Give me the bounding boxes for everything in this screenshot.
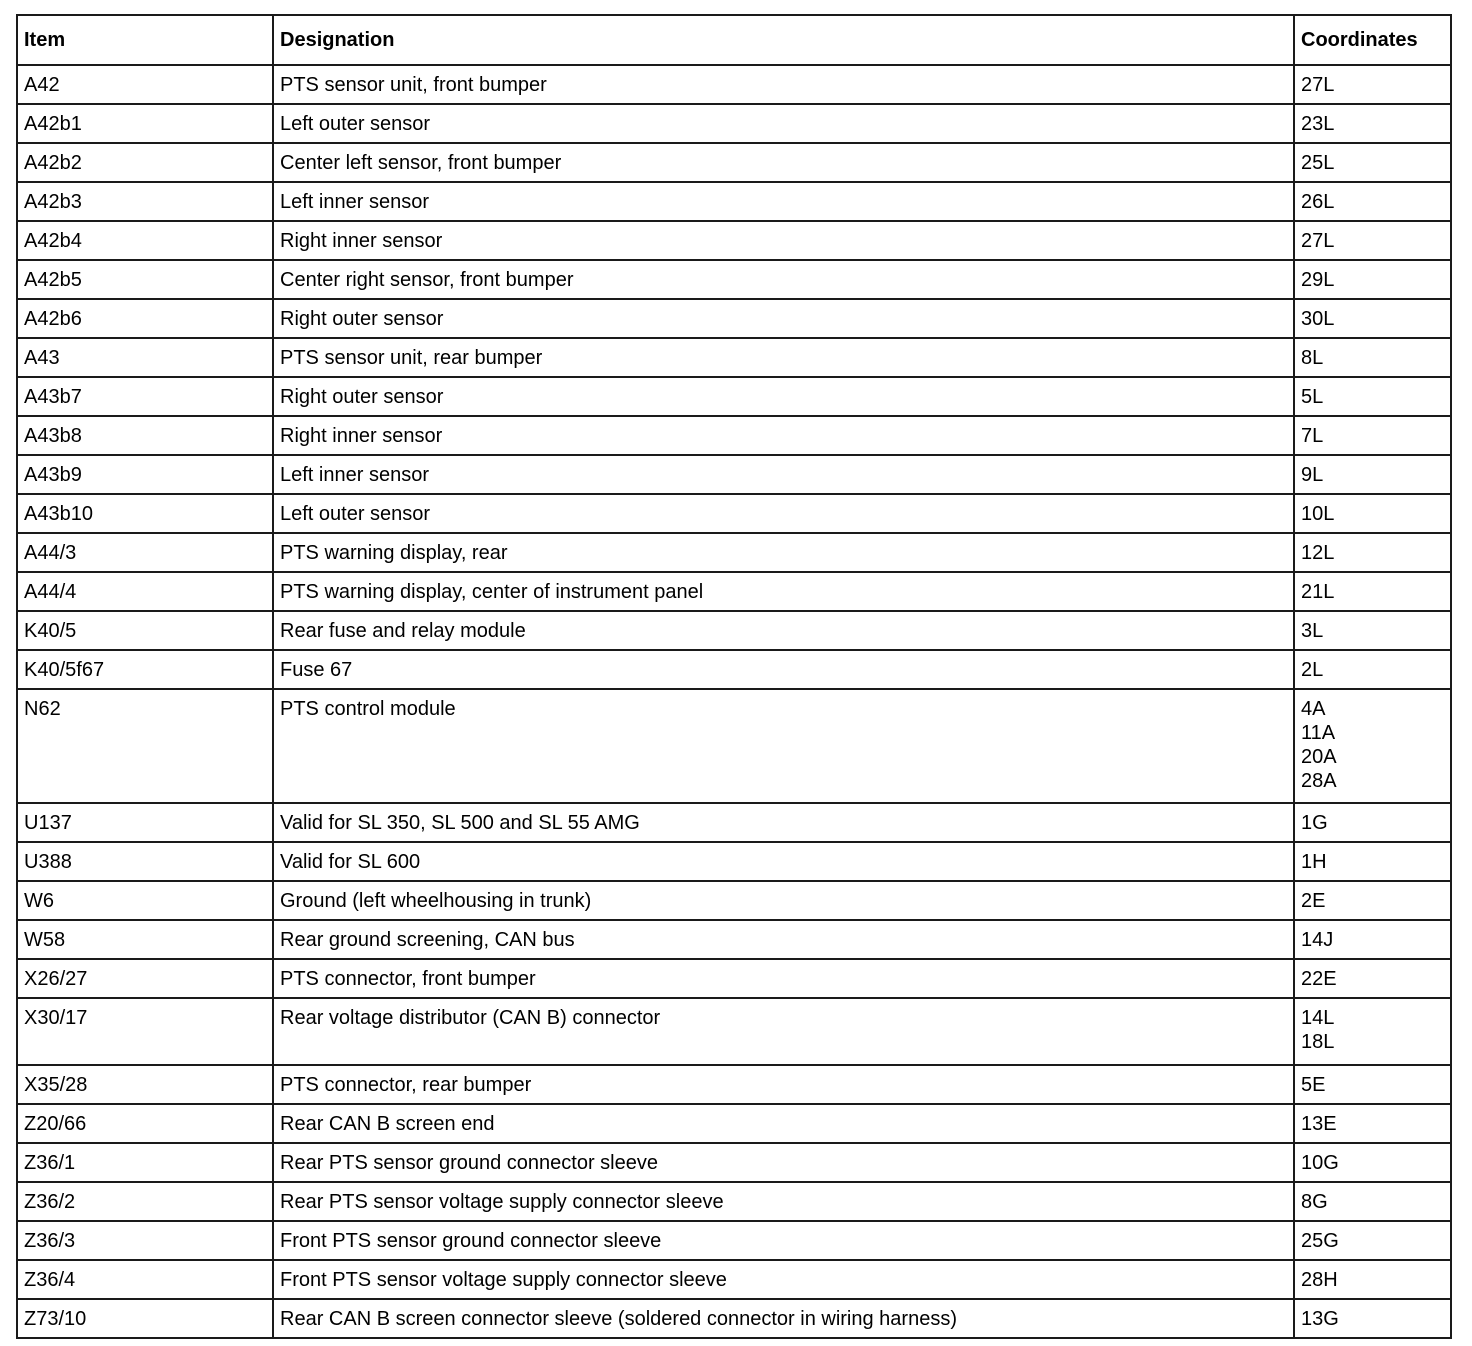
coordinate-value: 9L <box>1301 464 1324 486</box>
table-row <box>17 1104 1451 1143</box>
cell-designation: Valid for SL 350, SL 500 and SL 55 AMG <box>273 803 1294 842</box>
component-legend-table <box>16 14 1452 1339</box>
table-row <box>17 416 1451 455</box>
cell-designation: Right inner sensor <box>273 416 1294 455</box>
table-row <box>17 842 1451 881</box>
coordinate-value: 27L <box>1301 230 1335 252</box>
cell-designation: Front PTS sensor voltage supply connector sleeve <box>273 1260 1294 1299</box>
cell-coordinates <box>1294 65 1451 104</box>
coordinate-value: 20A <box>1301 746 1337 768</box>
coordinate-value: 26L <box>1301 191 1335 213</box>
cell-item: Z36/4 <box>17 1260 273 1299</box>
cell-designation: Rear CAN B screen end <box>273 1104 1294 1143</box>
cell-item: A43 <box>17 338 273 377</box>
cell-item: A43b7 <box>17 377 273 416</box>
cell-item: A42b5 <box>17 260 273 299</box>
table-body <box>17 65 1451 1338</box>
cell-coordinates <box>1294 221 1451 260</box>
cell-designation: PTS sensor unit, rear bumper <box>273 338 1294 377</box>
cell-designation: Center left sensor, front bumper <box>273 143 1294 182</box>
table-row <box>17 1182 1451 1221</box>
cell-coordinates <box>1294 842 1451 881</box>
cell-designation: Left inner sensor <box>273 182 1294 221</box>
cell-item: N62 <box>17 689 273 803</box>
table-row <box>17 299 1451 338</box>
cell-coordinates <box>1294 803 1451 842</box>
cell-designation: Right outer sensor <box>273 299 1294 338</box>
cell-coordinates <box>1294 182 1451 221</box>
cell-item: A42b4 <box>17 221 273 260</box>
coordinate-value: 1H <box>1301 851 1327 873</box>
table-row <box>17 1299 1451 1338</box>
table-row <box>17 650 1451 689</box>
cell-item: X26/27 <box>17 959 273 998</box>
coordinate-value: 4A <box>1301 698 1326 720</box>
cell-coordinates <box>1294 650 1451 689</box>
cell-item: A42b3 <box>17 182 273 221</box>
coordinate-value: 8L <box>1301 347 1324 369</box>
cell-coordinates <box>1294 1104 1451 1143</box>
cell-item: A42b2 <box>17 143 273 182</box>
cell-item: A43b10 <box>17 494 273 533</box>
cell-designation: Right inner sensor <box>273 221 1294 260</box>
cell-designation: Rear fuse and relay module <box>273 611 1294 650</box>
cell-coordinates <box>1294 920 1451 959</box>
cell-coordinates <box>1294 611 1451 650</box>
cell-coordinates <box>1294 143 1451 182</box>
coordinate-value: 11A <box>1301 722 1336 744</box>
cell-designation: Center right sensor, front bumper <box>273 260 1294 299</box>
table-row <box>17 920 1451 959</box>
table-row <box>17 182 1451 221</box>
cell-designation: Fuse 67 <box>273 650 1294 689</box>
table-row <box>17 377 1451 416</box>
cell-designation: Left outer sensor <box>273 104 1294 143</box>
coordinate-value: 1G <box>1301 812 1328 834</box>
cell-designation: Valid for SL 600 <box>273 842 1294 881</box>
cell-coordinates <box>1294 998 1451 1065</box>
cell-coordinates <box>1294 455 1451 494</box>
coordinate-value: 2L <box>1301 659 1324 681</box>
table-row <box>17 533 1451 572</box>
cell-coordinates <box>1294 260 1451 299</box>
cell-item: X35/28 <box>17 1065 273 1104</box>
coordinate-value: 3L <box>1301 620 1324 642</box>
table-header-row <box>17 15 1451 65</box>
coordinate-value: 8G <box>1301 1191 1328 1213</box>
cell-designation: Rear PTS sensor voltage supply connector sleeve <box>273 1182 1294 1221</box>
cell-coordinates <box>1294 338 1451 377</box>
cell-coordinates <box>1294 377 1451 416</box>
cell-designation: Rear PTS sensor ground connector sleeve <box>273 1143 1294 1182</box>
coordinate-value: 25L <box>1301 152 1335 174</box>
coordinate-value: 18L <box>1301 1031 1335 1053</box>
cell-item: U388 <box>17 842 273 881</box>
table-row <box>17 65 1451 104</box>
cell-item: Z73/10 <box>17 1299 273 1338</box>
cell-item: Z36/2 <box>17 1182 273 1221</box>
cell-item: K40/5 <box>17 611 273 650</box>
column-header-designation: Designation <box>273 15 1294 65</box>
cell-item: X30/17 <box>17 998 273 1065</box>
coordinate-value: 7L <box>1301 425 1324 447</box>
cell-designation: Rear CAN B screen connector sleeve (soldered connector in wiring harness) <box>273 1299 1294 1338</box>
cell-coordinates <box>1294 1221 1451 1260</box>
table-row <box>17 260 1451 299</box>
cell-coordinates <box>1294 1299 1451 1338</box>
cell-designation: Left outer sensor <box>273 494 1294 533</box>
cell-item: Z20/66 <box>17 1104 273 1143</box>
cell-designation: Rear voltage distributor (CAN B) connector <box>273 998 1294 1065</box>
cell-designation: Rear ground screening, CAN bus <box>273 920 1294 959</box>
table-row <box>17 611 1451 650</box>
table-row <box>17 959 1451 998</box>
coordinate-value: 13E <box>1301 1113 1337 1135</box>
cell-coordinates <box>1294 572 1451 611</box>
cell-coordinates <box>1294 959 1451 998</box>
coordinate-value: 14L <box>1301 1007 1335 1029</box>
cell-designation: PTS warning display, rear <box>273 533 1294 572</box>
table-row <box>17 1143 1451 1182</box>
coordinate-value: 30L <box>1301 308 1335 330</box>
coordinate-value: 27L <box>1301 74 1335 96</box>
coordinate-value: 28H <box>1301 1269 1338 1291</box>
coordinate-value: 28A <box>1301 770 1337 792</box>
cell-designation: Right outer sensor <box>273 377 1294 416</box>
cell-item: A42b1 <box>17 104 273 143</box>
cell-item: Z36/1 <box>17 1143 273 1182</box>
cell-item: U137 <box>17 803 273 842</box>
coordinate-value: 10G <box>1301 1152 1339 1174</box>
column-header-item: Item <box>17 15 273 65</box>
component-legend-table-wrapper <box>16 14 1450 1339</box>
cell-designation: Front PTS sensor ground connector sleeve <box>273 1221 1294 1260</box>
coordinate-value: 2E <box>1301 890 1326 912</box>
cell-designation: PTS sensor unit, front bumper <box>273 65 1294 104</box>
cell-coordinates <box>1294 299 1451 338</box>
cell-item: K40/5f67 <box>17 650 273 689</box>
table-row <box>17 338 1451 377</box>
cell-item: A43b8 <box>17 416 273 455</box>
cell-item: W6 <box>17 881 273 920</box>
cell-item: W58 <box>17 920 273 959</box>
coordinate-value: 13G <box>1301 1308 1339 1330</box>
cell-designation: PTS connector, rear bumper <box>273 1065 1294 1104</box>
cell-designation: PTS connector, front bumper <box>273 959 1294 998</box>
table-row <box>17 998 1451 1065</box>
table-row <box>17 494 1451 533</box>
cell-coordinates <box>1294 494 1451 533</box>
cell-coordinates <box>1294 416 1451 455</box>
cell-coordinates <box>1294 1065 1451 1104</box>
coordinate-value: 12L <box>1301 542 1335 564</box>
table-row <box>17 689 1451 803</box>
table-row <box>17 572 1451 611</box>
cell-coordinates <box>1294 1182 1451 1221</box>
coordinate-value: 5L <box>1301 386 1324 408</box>
table-row <box>17 1221 1451 1260</box>
cell-coordinates <box>1294 1260 1451 1299</box>
coordinate-value: 21L <box>1301 581 1335 603</box>
cell-designation: PTS control module <box>273 689 1294 803</box>
cell-designation: Left inner sensor <box>273 455 1294 494</box>
coordinate-value: 25G <box>1301 1230 1339 1252</box>
table-row <box>17 104 1451 143</box>
table-row <box>17 1065 1451 1104</box>
cell-coordinates <box>1294 1143 1451 1182</box>
table-row <box>17 803 1451 842</box>
coordinate-value: 10L <box>1301 503 1335 525</box>
coordinate-value: 5E <box>1301 1074 1326 1096</box>
table-row <box>17 455 1451 494</box>
table-row <box>17 221 1451 260</box>
cell-item: A42 <box>17 65 273 104</box>
cell-item: Z36/3 <box>17 1221 273 1260</box>
cell-item: A44/4 <box>17 572 273 611</box>
coordinate-value: 29L <box>1301 269 1335 291</box>
coordinate-value: 23L <box>1301 113 1335 135</box>
table-row <box>17 1260 1451 1299</box>
cell-item: A43b9 <box>17 455 273 494</box>
cell-designation: PTS warning display, center of instrument panel <box>273 572 1294 611</box>
cell-item: A42b6 <box>17 299 273 338</box>
cell-coordinates <box>1294 533 1451 572</box>
coordinate-value: 14J <box>1301 929 1334 951</box>
table-row <box>17 881 1451 920</box>
column-header-coordinates: Coordinates <box>1294 15 1451 65</box>
coordinate-value: 22E <box>1301 968 1337 990</box>
cell-coordinates <box>1294 881 1451 920</box>
table-row <box>17 143 1451 182</box>
cell-item: A44/3 <box>17 533 273 572</box>
cell-coordinates <box>1294 104 1451 143</box>
cell-coordinates <box>1294 689 1451 803</box>
cell-designation: Ground (left wheelhousing in trunk) <box>273 881 1294 920</box>
